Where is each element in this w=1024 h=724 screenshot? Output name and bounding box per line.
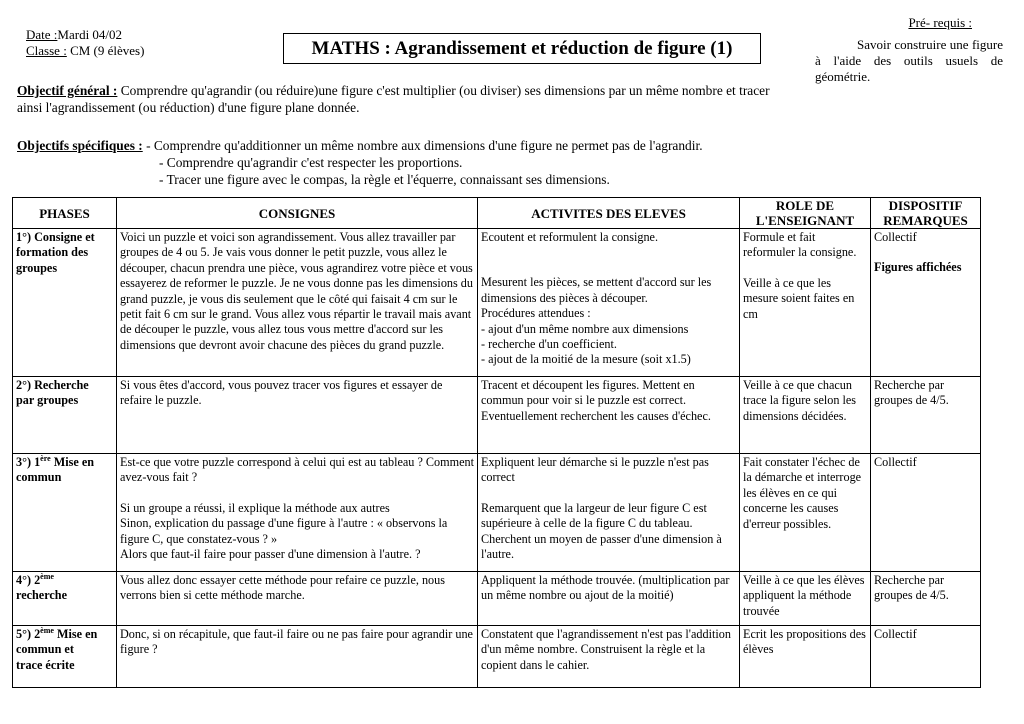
phase-cell xyxy=(13,626,117,688)
phase-line xyxy=(16,573,113,588)
header-info xyxy=(26,27,144,59)
phase-line: trace écrite xyxy=(16,657,75,672)
phase-number: 3°) 1 xyxy=(16,455,41,469)
phase-line: commun et xyxy=(16,642,74,657)
specific-objectives-label: Objectifs spécifiques : xyxy=(17,138,143,153)
role-cell: Veille à ce que chacun trace la figure selon les dimensions décidées. xyxy=(740,377,871,454)
header-dispositif: DISPOSITIF REMARQUES xyxy=(871,198,981,229)
activity-line: Expliquent leur démarche si le puzzle n'est pas correct xyxy=(481,455,709,485)
phase-line: par groupes xyxy=(16,393,79,408)
phase-cell xyxy=(13,377,117,454)
specific-objective-item: - Tracer une figure avec le compas, la règle et l'équerre, connaissant ses dimensions. xyxy=(159,172,610,187)
table-row xyxy=(13,377,981,454)
phase-line: recherche xyxy=(16,588,67,603)
lesson-table xyxy=(12,197,981,688)
consignes-cell: Donc, si on récapitule, que faut-il faire ou ne pas faire pour agrandir une figure ? xyxy=(117,626,478,688)
date-value: Mardi 04/02 xyxy=(57,27,123,42)
prereq-label: Pré- requis : xyxy=(908,15,972,30)
header-role: ROLE DE L'ENSEIGNANT xyxy=(740,198,871,229)
activity-line: Ecoutent et reformulent la consigne. xyxy=(481,230,658,244)
phase-cell xyxy=(13,572,117,626)
phase-number: 5°) 2 xyxy=(16,627,41,641)
consignes-cell: Si vous êtes d'accord, vous pouvez tracer vos figures et essayer de refaire le puzzle. xyxy=(117,377,478,454)
dispositif-cell: Recherche par groupes de 4/5. xyxy=(871,572,981,626)
phase-line: formation des xyxy=(16,245,89,260)
activites-cell: Constatent que l'agrandissement n'est pas l'addition d'un même nombre. Construisent la règle et la copient dans le cahier. xyxy=(478,626,740,688)
dispositif-cell xyxy=(871,229,981,377)
consigne-line: Est-ce que votre puzzle correspond à celui qui est au tableau ? Comment avez-vous fait ? xyxy=(120,455,474,485)
consigne-line: Sinon, explication du passage d'une figure à l'autre : « observons la figure C, que constatez-vous ? » xyxy=(120,516,448,546)
consigne-line: Si un groupe a réussi, il explique la méthode aux autres xyxy=(120,500,390,515)
phase-number: 4°) 2 xyxy=(16,573,41,587)
phase-line: 2°) Recherche xyxy=(16,378,89,392)
consignes-cell: Voici un puzzle et voici son agrandissement. Vous allez travailler par groupes de 4 ou 5. Je vais vous donner le petit puzzle, vous allez le découper, chacun prendra une pièce, vous agrandirez votre pièce et vous essayerez de reformer le puzzle. Je ne vous donne pas les dimensions du grand puzzle, je vous dis seulement que le côté qui faisait 4 cm sur le petit fait 6 cm sur le grand. Vous allez vous répartir le travail mais avant de découper le puzzle, vous allez tous vous mettre d'accord sur les dimensions que devront avoir chacune des pièces du grand puzzle. xyxy=(117,229,478,377)
general-objective-label: Objectif général : xyxy=(17,83,118,98)
phase-line: groupes xyxy=(16,260,58,275)
phase-superscript: ère xyxy=(40,453,51,463)
role-cell: Ecrit les propositions des élèves xyxy=(740,626,871,688)
activites-cell xyxy=(478,454,740,572)
activites-cell xyxy=(478,229,740,377)
activity-line: Remarquent que la largeur de leur figure C est supérieure à celle de la figure C du tableau. Cherchent un moyen de passer d'une dimension à l'autre. xyxy=(481,500,722,562)
header-consignes: CONSIGNES xyxy=(117,198,478,229)
role-cell: Fait constater l'échec de la démarche et interroge les élèves en ce qui concerne les causes d'erreur possibles. xyxy=(740,454,871,572)
activity-line: - ajout de la moitié de la mesure (soit x1.5) xyxy=(481,352,691,367)
table-row xyxy=(13,229,981,377)
activity-line: Procédures attendues : xyxy=(481,306,591,321)
consigne-line: Alors que faut-il faire pour passer d'une dimension à l'autre. ? xyxy=(120,547,421,562)
activity-line: Mesurent les pièces, se mettent d'accord sur les dimensions des pièces à découper. xyxy=(481,275,712,305)
header-activites: ACTIVITES DES ELEVES xyxy=(478,198,740,229)
activity-line: - recherche d'un coefficient. xyxy=(481,337,617,352)
table-header-row xyxy=(13,198,981,229)
specific-objectives xyxy=(17,137,817,188)
date-label: Date : xyxy=(26,27,58,42)
phase-line: 1°) Consigne et xyxy=(16,230,95,244)
specific-objective-item: - Comprendre qu'agrandir c'est respecter les proportions. xyxy=(159,155,463,170)
specific-objective-item: - Comprendre qu'additionner un même nombre aux dimensions d'une figure ne permet pas de l'agrandir. xyxy=(142,138,703,153)
table-row xyxy=(13,626,981,688)
prerequisites xyxy=(815,15,1003,85)
phase-superscript: ème xyxy=(40,625,54,635)
table-row xyxy=(13,454,981,572)
table-row xyxy=(13,572,981,626)
header-phases: PHASES xyxy=(13,198,117,229)
page-title: MATHS : Agrandissement et réduction de figure (1) xyxy=(283,33,761,64)
prereq-text: Savoir construire une figure à l'aide des outils usuels de géométrie. xyxy=(815,37,1003,84)
phase-cell xyxy=(13,454,117,572)
phase-superscript: ème xyxy=(40,571,54,581)
role-cell: Veille à ce que les élèves appliquent la méthode trouvée xyxy=(740,572,871,626)
general-objective-text: Comprendre qu'agrandir (ou réduire)une figure c'est multiplier (ou diviser) ses dimensions par un même nombre et tracer ainsi l'agrandissement (ou réduction) d'une figure plane donnée. xyxy=(17,83,770,115)
phase-title: Mise en xyxy=(53,627,98,641)
phase-cell xyxy=(13,229,117,377)
phase-line xyxy=(16,455,113,470)
dispositif-cell: Collectif xyxy=(871,454,981,572)
dispositif-line: Collectif xyxy=(874,230,917,244)
dispositif-cell: Recherche par groupes de 4/5. xyxy=(871,377,981,454)
dispositif-cell: Collectif xyxy=(871,626,981,688)
role-line: Veille à ce que les mesure soient faites en cm xyxy=(743,275,855,321)
role-line: Formule et fait reformuler la consigne. xyxy=(743,230,857,260)
phase-line: commun xyxy=(16,470,62,485)
phase-title: Mise en xyxy=(50,455,95,469)
class-label: Classe : xyxy=(26,43,67,58)
dispositif-line: Figures affichées xyxy=(874,260,962,275)
activites-cell: Tracent et découpent les figures. Mettent en commun pour voir si le puzzle est correct. Eventuellement recherchent les causes d'échec. xyxy=(478,377,740,454)
consignes-cell xyxy=(117,454,478,572)
activites-cell: Appliquent la méthode trouvée. (multiplication par un même nombre ou ajout de la moitié) xyxy=(478,572,740,626)
class-value: CM (9 élèves) xyxy=(66,43,145,58)
phase-line xyxy=(16,627,113,642)
consignes-cell: Vous allez donc essayer cette méthode pour refaire ce puzzle, nous verrons bien si cette méthode marche. xyxy=(117,572,478,626)
activity-line: - ajout d'un même nombre aux dimensions xyxy=(481,321,689,336)
role-cell xyxy=(740,229,871,377)
general-objective xyxy=(17,82,777,116)
